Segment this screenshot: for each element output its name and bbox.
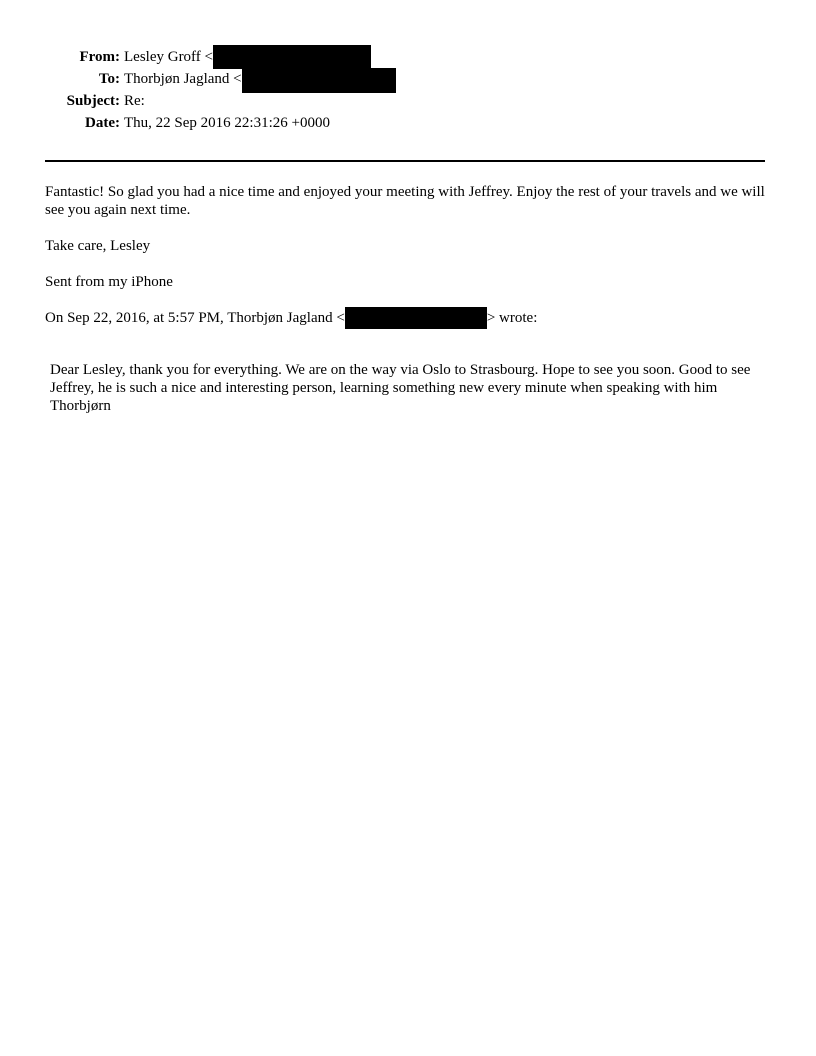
subject-row <box>0 90 816 112</box>
subject-label: Subject: <box>66 93 120 109</box>
to-label: To: <box>98 71 120 87</box>
from-name: Lesley Groff < <box>124 49 213 65</box>
quoted-signature: Thorbjørn <box>50 398 111 414</box>
to-name: Thorbjøn Jagland < <box>124 71 242 87</box>
redaction-block <box>213 45 371 69</box>
from-value <box>124 46 371 69</box>
from-row <box>0 46 816 68</box>
wrote-line <box>45 309 769 329</box>
to-row <box>0 68 816 90</box>
header-divider <box>45 160 765 162</box>
quoted-message <box>50 361 765 415</box>
signoff: Take care, Lesley <box>45 238 151 254</box>
body-paragraph: Fantastic! So glad you had a nice time and enjoyed your meeting with Jeffrey. Enjoy the rest of your travels and we will see you again next time. <box>45 184 765 218</box>
wrote-suffix: > wrote: <box>486 310 538 326</box>
date-label: Date: <box>85 115 120 131</box>
wrote-prefix: On Sep 22, 2016, at 5:57 PM, Thorbjøn Jagland < <box>45 310 345 326</box>
redaction-block <box>345 307 487 329</box>
sent-from: Sent from my iPhone <box>45 274 173 290</box>
from-label: From: <box>79 49 120 65</box>
quoted-text: Dear Lesley, thank you for everything. We are on the way via Oslo to Strasbourg. Hope to see you soon. Good to see Jeffrey, he is such a nice and interesting person, learning something new every minute when speaking with him <box>50 362 751 396</box>
date-row <box>0 112 816 134</box>
email-header <box>0 46 816 134</box>
date-value: Thu, 22 Sep 2016 22:31:26 +0000 <box>124 115 330 131</box>
subject-value: Re: <box>124 93 145 109</box>
